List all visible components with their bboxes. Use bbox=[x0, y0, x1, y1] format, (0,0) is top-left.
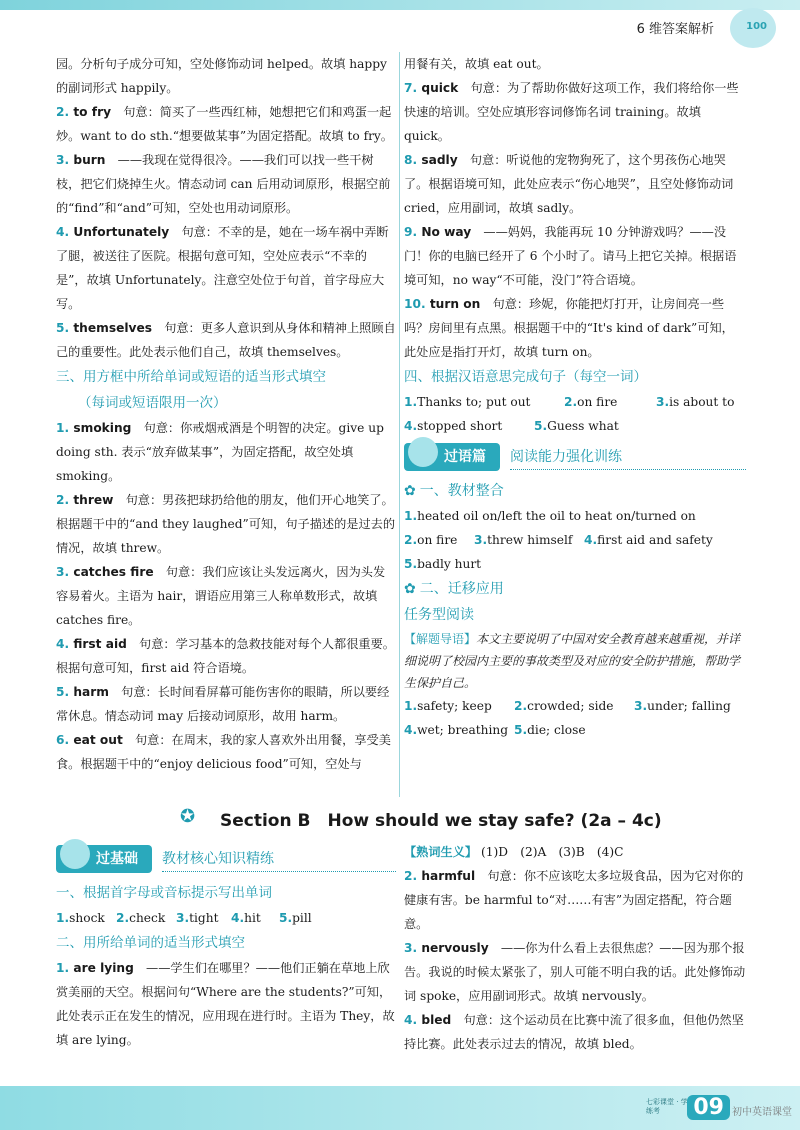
sub1-title: ✿ 一、教材整合 bbox=[404, 478, 746, 504]
item-answer: turn on bbox=[429, 297, 481, 311]
item-answer: quick bbox=[421, 81, 459, 95]
short-answer bbox=[404, 718, 514, 742]
section4-title: 四、根据汉语意思完成句子（每空一词） bbox=[404, 369, 647, 385]
answer-item bbox=[56, 632, 396, 680]
item-answer: to fry bbox=[73, 105, 112, 119]
answer-item bbox=[56, 316, 396, 364]
item-number: 10. bbox=[404, 297, 430, 311]
item-number: 3. bbox=[656, 395, 670, 409]
q2-answers bbox=[56, 956, 396, 1052]
answer-list-c bbox=[404, 76, 746, 364]
vocab-line: 【熟词生义】 (1)D (2)A (3)B (4)C bbox=[404, 845, 624, 859]
item-number: 2. bbox=[564, 395, 578, 409]
item-number: 3. bbox=[56, 153, 74, 167]
item-answer: catches fire bbox=[73, 565, 154, 579]
item-explanation: 句意：我们应该让头发远离火，因为头发容易着火。主语为 hair，谓语应用第三人称单数形式，故填 catches fire。 bbox=[56, 565, 386, 627]
item-answer: die; close bbox=[527, 723, 586, 737]
sub1-answers bbox=[404, 504, 746, 576]
item-explanation: ——你为什么看上去很焦虑？——因为那个报告。我说的时候太紧张了，别人可能不明白我的话。此处修饰动词 spoke，应用副词形式。故填 nervously。 bbox=[404, 941, 746, 1003]
item-number: 4. bbox=[404, 1013, 422, 1027]
item-number: 1. bbox=[404, 509, 418, 523]
item-explanation: 句意：简买了一些西红柿，她想把它们和鸡蛋一起炒。want to do sth.“想要做某事”为固定搭配。故填 to fry。 bbox=[56, 105, 393, 143]
item-explanation: 句意：不幸的是，她在一场车祸中弄断了腿，被送往了医院。根据句意可知，空处应表示“不幸的是”，故填 Unfortunately。注意空处位于句首，首字母应大写。 bbox=[56, 225, 389, 311]
item-explanation: 句意：你不应该吃太多垃圾食品，因为它对你的健康有害。be harmful to“对……有害”为固定搭配，符合题意。 bbox=[404, 869, 744, 931]
q2-title: 二、用所给单词的适当形式填空 bbox=[56, 935, 245, 951]
item-explanation: 句意：男孩把球扔给他的朋友，他们开心地笑了。根据题干中的“and they laughed”可知，句子描述的是过去的情况，故填 threw。 bbox=[56, 493, 396, 555]
item-number: 4. bbox=[56, 225, 74, 239]
item-explanation: 句意：为了帮助你做好这项工作，我们将给你一些快速的培训。空处应填形容词修饰名词 training。故填 quick。 bbox=[404, 81, 739, 143]
basics-banner bbox=[56, 844, 396, 874]
item-number: 3. bbox=[176, 911, 190, 925]
item-number: 2. bbox=[404, 869, 422, 883]
page-number: 09 bbox=[687, 1095, 730, 1120]
item-number: 1. bbox=[56, 911, 70, 925]
item-explanation: 句意：在周末，我的家人喜欢外出用餐，享受美食。根据题干中的“enjoy delicious food”可知，空处与 bbox=[56, 733, 391, 771]
short-answer bbox=[56, 906, 116, 930]
sub2-type: 任务型阅读 bbox=[404, 607, 474, 623]
column-divider bbox=[399, 52, 400, 797]
item-answer: harmful bbox=[421, 869, 476, 883]
answer-item bbox=[404, 148, 746, 220]
item-explanation: 句意：你戒烟戒酒是个明智的决定。give up doing sth. 表示“放弃做某事”，为固定搭配，故空处填 smoking。 bbox=[56, 421, 384, 483]
item-answer: on fire bbox=[417, 533, 458, 547]
lower-right-column bbox=[404, 840, 746, 1056]
reading-banner-subtitle: 阅读能力强化训练 bbox=[510, 445, 746, 470]
item-explanation: 句意：珍妮，你能把灯打开，让房间亮一些吗？房间里有点黑。根据题干中的“It's kind of dark”可知，此处应是指打开灯，故填 turn on。 bbox=[404, 297, 734, 359]
item-number: 9. bbox=[404, 225, 422, 239]
item-number: 1. bbox=[56, 961, 74, 975]
answer-item bbox=[404, 936, 746, 1008]
item-number: 1. bbox=[404, 395, 418, 409]
footer-label: 七彩课堂 · 学练考 bbox=[646, 1098, 688, 1115]
item-answer: Guess what bbox=[547, 419, 619, 433]
item-answer: Thanks to; put out bbox=[417, 395, 531, 409]
item-answer: Unfortunately bbox=[73, 225, 170, 239]
section3-note: （每词或短语限用一次） bbox=[78, 395, 227, 411]
item-answer: No way bbox=[421, 225, 472, 239]
section4-row-2 bbox=[404, 414, 746, 438]
star-icon: ✪ bbox=[180, 806, 196, 827]
top-bar bbox=[0, 0, 800, 10]
short-answer bbox=[404, 552, 481, 576]
short-answer bbox=[116, 906, 176, 930]
item-answer: heated oil on/left the oil to heat on/turned on bbox=[417, 509, 696, 523]
item-number: 3. bbox=[634, 699, 648, 713]
basics-badge: 过基础 bbox=[56, 845, 152, 873]
sub1-row bbox=[404, 552, 746, 576]
item-answer: shock bbox=[69, 911, 105, 925]
item-number: 5. bbox=[56, 685, 74, 699]
continued-text: 园。分析句子成分可知，空处修饰动词 helped。故填 happy 的副词形式 happily。 bbox=[56, 57, 387, 95]
answer-item bbox=[56, 956, 396, 1052]
section-b-title: Section B How should we stay safe? (2a – 4c) bbox=[220, 811, 662, 831]
lower-left-column bbox=[56, 840, 396, 1052]
lower-right-answers bbox=[404, 864, 746, 1056]
item-answer: threw himself bbox=[487, 533, 573, 547]
short-answer bbox=[584, 528, 744, 552]
page-header-title: 6 维答案解析 bbox=[636, 22, 714, 37]
short-answer bbox=[231, 906, 279, 930]
item-number: 5. bbox=[514, 723, 528, 737]
answer-item bbox=[56, 416, 396, 488]
section3-title: 三、用方框中所给单词或短语的适当形式填空 bbox=[56, 369, 326, 385]
item-number: 5. bbox=[279, 911, 293, 925]
item-explanation: ——我现在觉得很冷。——我们可以找一些干树枝，把它们烧掉生火。情态动词 can 后用动词原形，根据空前的“find”和“and”可知，空处也用动词原形。 bbox=[56, 153, 391, 215]
item-answer: eat out bbox=[73, 733, 123, 747]
gear-icon: ✿ bbox=[404, 581, 416, 597]
short-answer bbox=[514, 694, 634, 718]
item-explanation: ——学生们在哪里？——他们正躺在草地上欣赏美丽的天空。根据问句“Where are the students?”可知，此处表示正在发生的情况，应用现在进行时。主语为 They，故填 are lying。 bbox=[56, 961, 395, 1047]
footer-watermark: 初中英语课堂 bbox=[732, 1107, 792, 1118]
item-number: 2. bbox=[514, 699, 528, 713]
item-answer: threw bbox=[73, 493, 114, 507]
reading-banner bbox=[404, 442, 746, 472]
item-number: 3. bbox=[56, 565, 74, 579]
item-number: 7. bbox=[404, 81, 422, 95]
item-number: 4. bbox=[404, 419, 418, 433]
answer-item bbox=[56, 488, 396, 560]
item-answer: safety; keep bbox=[417, 699, 492, 713]
short-answer bbox=[474, 528, 584, 552]
answer-item bbox=[404, 76, 746, 148]
item-answer: crowded; side bbox=[527, 699, 614, 713]
answer-item bbox=[404, 292, 746, 364]
short-answer bbox=[279, 906, 329, 930]
item-number: 2. bbox=[56, 493, 74, 507]
item-explanation: 句意：长时间看屏幕可能伤害你的眼睛，所以要经常休息。情态动词 may 后接动词原形，故用 harm。 bbox=[56, 685, 390, 723]
item-number: 5. bbox=[404, 557, 418, 571]
sub1-row bbox=[404, 504, 746, 528]
left-column bbox=[56, 52, 396, 776]
item-number: 2. bbox=[56, 105, 74, 119]
guide-paragraph: 【解题导语】本文主要说明了中国对安全教育越来越重视，并详细说明了校园内主要的事故类型及对应的安全防护措施，帮助学生保护自己。 bbox=[404, 632, 741, 690]
item-number: 4. bbox=[56, 637, 74, 651]
item-number: 4. bbox=[231, 911, 245, 925]
item-answer: are lying bbox=[73, 961, 134, 975]
q1-answers bbox=[56, 906, 396, 930]
sub2-row-2 bbox=[404, 718, 746, 742]
section4-row-1 bbox=[404, 390, 746, 414]
item-number: 1. bbox=[56, 421, 74, 435]
answer-item bbox=[56, 560, 396, 632]
answer-list-b bbox=[56, 416, 396, 776]
answer-item bbox=[56, 148, 396, 220]
item-explanation: ——妈妈，我能再玩 10 分钟游戏吗？——没门！你的电脑已经开了 6 个小时了。请马上把它关掉。根据语境可知，no way“不可能，没门”符合语境。 bbox=[404, 225, 737, 287]
answer-item bbox=[56, 100, 396, 148]
sub1-row bbox=[404, 528, 746, 552]
item-number: 4. bbox=[584, 533, 598, 547]
q1-title: 一、根据首字母或音标提示写出单词 bbox=[56, 885, 272, 901]
short-answer bbox=[534, 414, 654, 438]
item-answer: stopped short bbox=[417, 419, 503, 433]
item-answer: is about to bbox=[669, 395, 735, 409]
answer-item bbox=[404, 864, 746, 936]
short-answer bbox=[404, 390, 564, 414]
short-answer bbox=[176, 906, 231, 930]
short-answer bbox=[404, 414, 534, 438]
sub2-row-1 bbox=[404, 694, 746, 718]
reading-badge: 过语篇 bbox=[404, 443, 500, 471]
item-explanation: 句意：更多人意识到从身体和精神上照顾自己的重要性。此处表示他们自己，故填 themselves。 bbox=[56, 321, 396, 359]
answer-item bbox=[56, 220, 396, 316]
basics-banner-subtitle: 教材核心知识精练 bbox=[162, 847, 396, 872]
mascot-icon bbox=[60, 839, 90, 869]
item-answer: first aid and safety bbox=[597, 533, 713, 547]
item-number: 1. bbox=[404, 699, 418, 713]
item-answer: bled bbox=[421, 1013, 452, 1027]
item-answer: under; falling bbox=[647, 699, 731, 713]
short-answer bbox=[514, 718, 634, 742]
answer-item bbox=[404, 1008, 746, 1056]
short-answer bbox=[404, 504, 696, 528]
short-answer bbox=[404, 528, 474, 552]
item-answer: wet; breathing bbox=[417, 723, 509, 737]
answer-item bbox=[404, 220, 746, 292]
item-number: 5. bbox=[534, 419, 548, 433]
item-number: 5. bbox=[56, 321, 74, 335]
item-answer: on fire bbox=[577, 395, 618, 409]
item-answer: themselves bbox=[73, 321, 152, 335]
item-answer: tight bbox=[189, 911, 219, 925]
item-number: 3. bbox=[474, 533, 488, 547]
answer-item bbox=[56, 680, 396, 728]
item-number: 2. bbox=[116, 911, 130, 925]
item-explanation: 句意：听说他的宠物狗死了，这个男孩伤心地哭了。根据语境可知，此处应表示“伤心地哭”，且空处修饰动词 cried，应用副词，故填 sadly。 bbox=[404, 153, 734, 215]
item-number: 6. bbox=[56, 733, 74, 747]
item-explanation: 句意：学习基本的急救技能对每个人都很重要。根据句意可知，first aid 符合语境。 bbox=[56, 637, 395, 675]
short-answer bbox=[656, 390, 746, 414]
item-answer: nervously bbox=[421, 941, 489, 955]
right-column bbox=[404, 52, 746, 742]
item-number: 3. bbox=[404, 941, 422, 955]
item-answer: pill bbox=[292, 911, 312, 925]
item-explanation: 句意：这个运动员在比赛中流了很多血，但他仍然坚持比赛。此处表示过去的情况，故填 bled。 bbox=[404, 1013, 744, 1051]
short-answer bbox=[564, 390, 656, 414]
item-answer: smoking bbox=[73, 421, 132, 435]
item-answer: check bbox=[129, 911, 166, 925]
item-answer: sadly bbox=[421, 153, 458, 167]
short-answer bbox=[404, 694, 514, 718]
continued-text-right: 用餐有关，故填 eat out。 bbox=[404, 57, 549, 71]
item-answer: harm bbox=[73, 685, 109, 699]
short-answer bbox=[634, 694, 744, 718]
item-number: 2. bbox=[404, 533, 418, 547]
answer-item bbox=[56, 728, 396, 776]
gear-icon: ✿ bbox=[404, 483, 416, 499]
sub2-title: ✿ 二、迁移应用 bbox=[404, 576, 746, 602]
item-number: 4. bbox=[404, 723, 418, 737]
item-answer: first aid bbox=[73, 637, 127, 651]
mascot-icon bbox=[408, 437, 438, 467]
item-answer: burn bbox=[73, 153, 106, 167]
answer-list-a bbox=[56, 100, 396, 364]
item-number: 8. bbox=[404, 153, 422, 167]
brand-logo-text: 100 bbox=[746, 21, 767, 32]
item-answer: badly hurt bbox=[417, 557, 482, 571]
item-answer: hit bbox=[244, 911, 261, 925]
